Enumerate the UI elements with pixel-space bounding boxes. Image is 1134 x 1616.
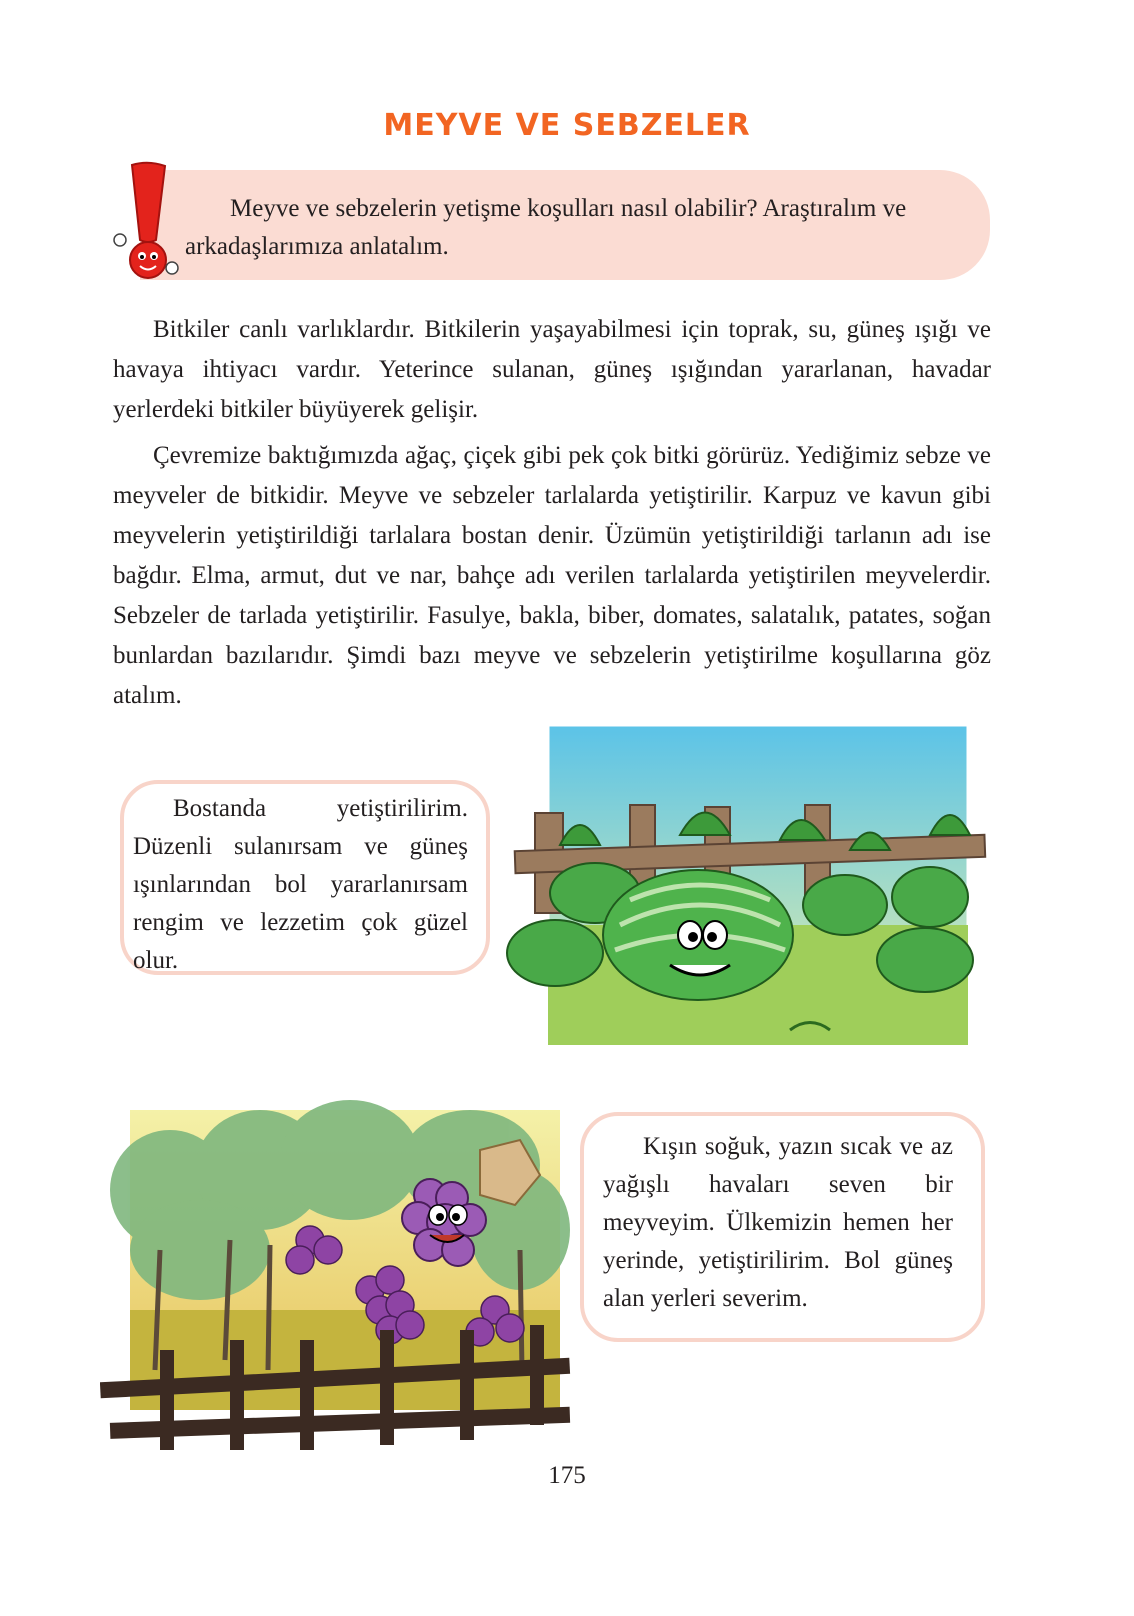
- exclamation-mascot-icon: [110, 160, 185, 285]
- watermelon-field-illustration: [500, 725, 990, 1065]
- paragraph-2: Çevremize baktığımızda ağaç, çiçek gibi pek çok bitki görürüz. Yediğimiz sebze ve meyveler de bitkidir. Meyve ve sebzeler tarlalarda yetiştirilir. Karpuz ve kavun gibi meyvelerin yetiştirildiği tarlalara bostan denir. Üzümün yetiştirildiği tarlanın adı ise bağdır. Elma, armut, dut ve nar, bahçe adı verilen tarlalarda yetiştirilen meyvelerdir. Sebzeler de tarlada yetiştirilir. Fasulye, bakla, biber, domates, salatalık, patates, soğan bunlardan bazılarıdır. Şimdi bazı meyve ve sebzelerin yetiştirilme koşullarına göz atalım.: [113, 442, 991, 709]
- vineyard-illustration: [100, 1070, 580, 1465]
- callout-question-text: Meyve ve sebzelerin yetişme koşulları nasıl olabilir? Araştıralım ve arkadaşlarımıza anlatalım.: [185, 195, 907, 260]
- grape-speech-text: Kışın soğuk, yazın sıcak ve az yağışlı havaları seven bir meyveyim. Ülkemizin hemen her yerinde, yetiştirilirim. Bol güneş alan yerleri severim.: [603, 1133, 953, 1312]
- watermelon-speech-text: Bostanda yetiştirilirim. Düzenli sulanırsam ve güneş ışınlarından bol yararlanırsam rengim ve lezzetim çok güzel olur.: [133, 795, 468, 974]
- page-title: MEYVE VE SEBZELER: [383, 108, 751, 143]
- paragraph-1: Bitkiler canlı varlıklardır. Bitkilerin yaşayabilmesi için toprak, su, güneş ışığı ve havaya ihtiyacı vardır. Yeterince sulanan, güneş ışığından yararlanan, havadar yerlerdeki bitkiler büyüyerek gelişir.: [113, 316, 991, 423]
- page-number: 175: [548, 1462, 586, 1489]
